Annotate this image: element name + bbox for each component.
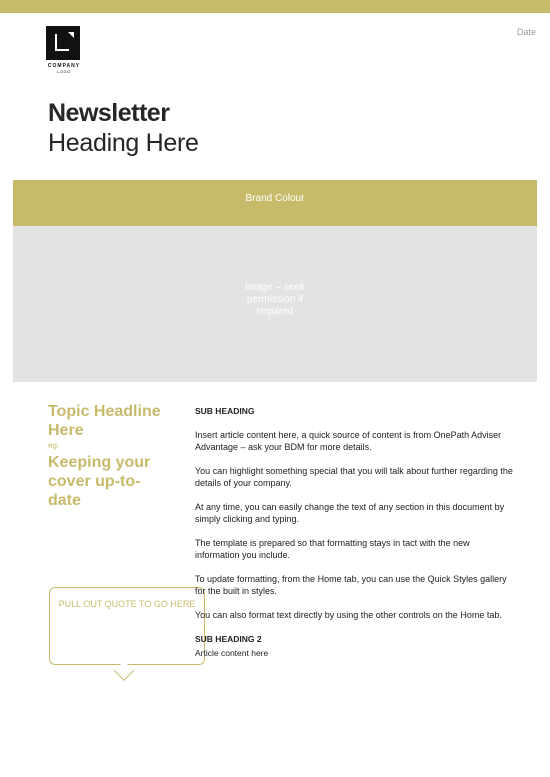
article-paragraph[interactable]: You can also format text directly by using the other controls on the Home tab. (195, 610, 502, 620)
image-placeholder-text: Image – seek permission if required (244, 282, 306, 317)
sidebar-column (48, 402, 173, 510)
article-2-content[interactable]: Article content here (195, 648, 269, 658)
article-column (195, 405, 515, 659)
pull-out-quote-text: PULL OUT QUOTE TO GO HERE (58, 599, 196, 609)
company-logo (44, 26, 84, 74)
article-paragraph[interactable]: You can highlight something special that you will talk about further regarding the details of your company. (195, 466, 513, 488)
eg-label: eg. (48, 441, 60, 450)
logo-sub: LOGO (57, 69, 71, 74)
article-paragraph[interactable]: Insert article content here, a quick source of content is from OnePath Adviser Advantage – ask your BDM for more details. (195, 430, 502, 452)
logo-icon (46, 26, 80, 60)
heading-line-1[interactable]: Newsletter (48, 99, 170, 127)
sub-heading[interactable]: SUB HEADING (195, 406, 255, 416)
sub-heading-2[interactable]: SUB HEADING 2 (195, 634, 262, 644)
article-paragraph[interactable]: To update formatting, from the Home tab, you can use the Quick Styles gallery for the built in styles. (195, 574, 507, 596)
brand-colour-label: Brand Colour (245, 193, 305, 204)
pull-out-quote[interactable] (49, 587, 205, 665)
article-paragraph[interactable]: At any time, you can easily change the text of any section in this document by simply clicking and typing. (195, 502, 505, 524)
topic-headline[interactable]: Topic Headline Here (48, 403, 161, 439)
logo-name: COMPANY (47, 63, 81, 69)
date-field[interactable]: Date (516, 27, 536, 37)
article-paragraph[interactable]: The template is prepared so that formatting stays in tact with the new information you include. (195, 538, 470, 560)
newsletter-heading (48, 98, 199, 158)
heading-line-2[interactable]: Heading Here (48, 129, 199, 157)
brand-colour-bar (13, 180, 537, 226)
cover-headline[interactable]: Keeping your cover up-to-date (48, 454, 151, 509)
image-placeholder[interactable] (13, 226, 537, 382)
top-brand-bar (0, 0, 550, 13)
